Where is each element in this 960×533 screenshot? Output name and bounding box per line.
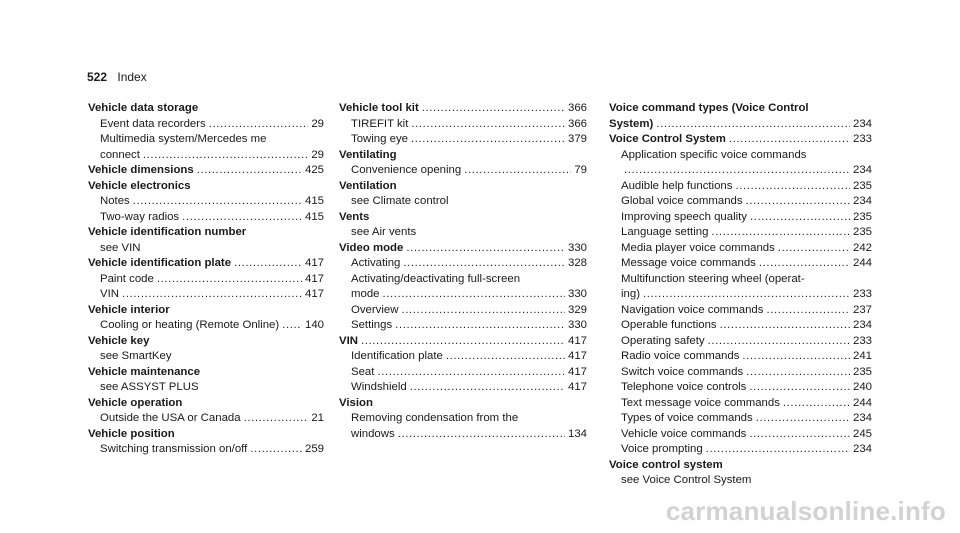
- index-subentry: [339, 303, 587, 319]
- dot-leader: [209, 117, 309, 133]
- index-subentry: [88, 148, 324, 164]
- entry-text: windows: [351, 427, 395, 440]
- page-reference: 234: [852, 117, 872, 130]
- entry-text: Vehicle interior: [88, 303, 170, 316]
- index-entry: [339, 179, 587, 210]
- index-subentry: [609, 318, 872, 334]
- index-subentry: [339, 117, 587, 133]
- entry-text: Video mode: [339, 241, 404, 254]
- dot-leader: [746, 365, 850, 381]
- dot-leader: [197, 163, 302, 179]
- index-subentry: [339, 349, 587, 365]
- index-subentry: [88, 287, 324, 303]
- dot-leader: [403, 256, 565, 272]
- index-heading: [339, 396, 587, 412]
- entry-text: Overview: [351, 303, 399, 316]
- page-reference: 241: [852, 350, 872, 362]
- entry-text: Windshield: [351, 381, 407, 393]
- entry-text: Ventilating: [339, 148, 397, 161]
- dot-leader: [398, 427, 565, 443]
- index-subentry: [609, 473, 872, 489]
- index-heading: [609, 117, 872, 133]
- page-reference: 234: [852, 443, 872, 455]
- index-subentry: [609, 256, 872, 272]
- index-entry: [88, 163, 324, 179]
- entry-text: Activating/deactivating full-screen: [351, 272, 521, 285]
- page-reference: 233: [852, 133, 872, 145]
- index-subentry: [609, 442, 872, 458]
- page-reference: 417: [567, 381, 587, 393]
- index-heading: [88, 256, 324, 272]
- page-reference: 240: [852, 381, 872, 393]
- entry-text: Cooling or heating (Remote Online): [100, 319, 280, 331]
- dot-leader: [411, 132, 565, 148]
- entry-text: Radio voice commands: [621, 350, 740, 362]
- watermark: carmanualsonline.info: [665, 496, 946, 526]
- index-heading: [339, 179, 587, 195]
- page-reference: 329: [567, 303, 587, 316]
- index-subentry: [339, 380, 587, 396]
- index-heading: [339, 101, 587, 117]
- index-entry: [88, 256, 324, 303]
- index-subentry: [609, 194, 872, 210]
- dot-leader: [250, 442, 302, 458]
- entry-text: Convenience opening: [351, 164, 462, 176]
- dot-leader: [383, 287, 565, 303]
- entry-text: Media player voice commands: [621, 241, 775, 254]
- entry-text: see Climate control: [351, 195, 449, 207]
- index-subentry: [88, 411, 324, 427]
- entry-text: System): [609, 117, 654, 130]
- index-subentry: [339, 365, 587, 381]
- index-entry: [339, 396, 587, 443]
- entry-text: VIN: [339, 334, 358, 347]
- index-heading: [88, 179, 324, 195]
- index-heading: [88, 101, 324, 117]
- index-subentry: [609, 225, 872, 241]
- dot-leader: [750, 210, 850, 226]
- dot-leader: [406, 241, 565, 257]
- entry-text: Switch voice commands: [621, 365, 744, 378]
- page-reference: 235: [852, 179, 872, 192]
- entry-text: Types of voice commands: [621, 412, 753, 424]
- entry-text: Voice Control System: [609, 133, 726, 145]
- dot-leader: [783, 396, 850, 412]
- page-reference: 235: [852, 226, 872, 238]
- index-heading: [88, 365, 324, 381]
- dot-leader: [422, 101, 565, 117]
- index-entry: [88, 303, 324, 334]
- index-subentry: [609, 334, 872, 350]
- dot-leader: [759, 256, 850, 272]
- page-reference: 259: [304, 443, 324, 455]
- entry-text: Vents: [339, 210, 370, 223]
- entry-text: Outside the USA or Canada: [100, 412, 241, 424]
- dot-leader: [742, 349, 850, 365]
- entry-text: see Voice Control System: [621, 474, 752, 486]
- entry-text: Audible help functions: [621, 179, 733, 192]
- index-heading: [609, 101, 872, 117]
- index-heading: [88, 163, 324, 179]
- page-reference: 21: [311, 412, 324, 424]
- index-entry: [609, 132, 872, 458]
- entry-text: Removing condensation from the: [351, 412, 519, 424]
- entry-text: Towing eye: [351, 133, 408, 145]
- index-entry: [88, 334, 324, 365]
- entry-text: mode: [351, 288, 380, 300]
- entry-text: Vehicle position: [88, 427, 175, 440]
- index-subentry: [339, 427, 587, 443]
- page-reference: 29: [311, 148, 324, 161]
- index-subentry: [88, 210, 324, 226]
- entry-text: see SmartKey: [100, 350, 172, 362]
- index-entry: [88, 396, 324, 427]
- dot-leader: [133, 194, 302, 210]
- page-reference: 417: [567, 334, 587, 347]
- entry-text: Improving speech quality: [621, 210, 747, 223]
- entry-text: Navigation voice commands: [621, 303, 764, 316]
- index-subentry: [609, 163, 872, 179]
- page-reference: 417: [304, 272, 324, 285]
- entry-text: Voice prompting: [621, 443, 703, 455]
- entry-text: Application specific voice commands: [621, 148, 807, 161]
- dot-leader: [778, 241, 850, 257]
- page-reference: 417: [304, 257, 324, 269]
- entry-text: Seat: [351, 365, 375, 378]
- entry-text: Vehicle voice commands: [621, 427, 747, 440]
- entry-text: Ventilation: [339, 179, 397, 192]
- entry-text: Telephone voice controls: [621, 381, 747, 393]
- index-subentry: [609, 287, 872, 303]
- index-entry: [609, 458, 872, 489]
- index-subentry: [609, 241, 872, 257]
- dot-leader: [410, 380, 565, 396]
- dot-leader: [643, 287, 850, 303]
- index-heading: [88, 334, 324, 350]
- index-subentry: [339, 411, 587, 427]
- index-entry: [88, 101, 324, 163]
- page-reference: 415: [304, 195, 324, 207]
- page-reference: 134: [567, 427, 587, 440]
- index-subentry: [88, 442, 324, 458]
- dot-leader: [749, 380, 850, 396]
- entry-text: Vision: [339, 396, 373, 409]
- index-subentry: [339, 272, 587, 288]
- dot-leader: [706, 442, 850, 458]
- page-reference: 233: [852, 334, 872, 347]
- entry-text: Vehicle tool kit: [339, 102, 419, 114]
- dot-leader: [395, 318, 565, 334]
- page-reference: 233: [852, 288, 872, 300]
- dot-leader: [464, 163, 571, 179]
- entry-text: Vehicle electronics: [88, 179, 191, 192]
- dot-leader: [624, 163, 850, 179]
- dot-leader: [756, 411, 850, 427]
- entry-text: Voice control system: [609, 458, 723, 471]
- page-reference: 417: [304, 288, 324, 300]
- page-reference: 29: [311, 117, 324, 130]
- index-heading: [88, 303, 324, 319]
- index-heading: [339, 241, 587, 257]
- entry-text: TIREFIT kit: [351, 117, 409, 130]
- page-reference: 245: [852, 427, 872, 440]
- section-title: Index: [117, 70, 147, 84]
- entry-text: Vehicle dimensions: [88, 164, 194, 176]
- entry-text: Vehicle operation: [88, 396, 183, 409]
- page-reference: 330: [567, 241, 587, 254]
- index-heading: [339, 334, 587, 350]
- index-heading: [88, 427, 324, 443]
- page-reference: 415: [304, 210, 324, 223]
- index-subentry: [88, 349, 324, 365]
- entry-text: VIN: [100, 288, 119, 300]
- dot-leader: [735, 179, 850, 195]
- index-subentry: [609, 396, 872, 412]
- index-heading: [609, 458, 872, 474]
- dot-leader: [282, 318, 302, 334]
- entry-text: see ASSYST PLUS: [100, 381, 199, 393]
- page-reference: 234: [852, 164, 872, 176]
- page-reference: 379: [567, 133, 587, 145]
- index-entry: [88, 365, 324, 396]
- index-subentry: [339, 194, 587, 210]
- page-reference: 244: [852, 396, 872, 409]
- dot-leader: [749, 427, 850, 443]
- entry-text: Multimedia system/Mercedes me: [100, 133, 267, 145]
- page-reference: 366: [567, 117, 587, 130]
- entry-text: Global voice commands: [621, 195, 743, 207]
- entry-text: Two-way radios: [100, 210, 180, 223]
- index-subentry: [339, 225, 587, 241]
- entry-text: Vehicle data storage: [88, 102, 199, 114]
- entry-text: Settings: [351, 319, 393, 331]
- dot-leader: [766, 303, 850, 319]
- dot-leader: [720, 318, 850, 334]
- entry-text: Message voice commands: [621, 257, 756, 269]
- page-reference: 328: [567, 257, 587, 269]
- entry-text: Switching transmission on/off: [100, 443, 248, 455]
- index-subentry: [88, 194, 324, 210]
- dot-leader: [377, 365, 565, 381]
- entry-text: Language setting: [621, 226, 709, 238]
- dot-leader: [411, 117, 565, 133]
- index-entry: [339, 210, 587, 241]
- page-reference: 234: [852, 412, 872, 424]
- index-subentry: [88, 380, 324, 396]
- index-heading: [339, 210, 587, 226]
- dot-leader: [182, 210, 302, 226]
- index-entry: [88, 427, 324, 458]
- index-heading: [609, 132, 872, 148]
- index-subentry: [609, 411, 872, 427]
- index-subentry: [609, 179, 872, 195]
- index-entry: [339, 334, 587, 396]
- index-heading: [339, 148, 587, 164]
- index-subentry: [88, 241, 324, 257]
- page-reference: 234: [852, 319, 872, 331]
- index-subentry: [609, 303, 872, 319]
- index-subentry: [88, 272, 324, 288]
- index-column-1: [88, 101, 324, 458]
- index-entry: [88, 179, 324, 226]
- dot-leader: [122, 287, 302, 303]
- dot-leader: [157, 272, 302, 288]
- index-subentry: [88, 117, 324, 133]
- index-column-2: [339, 101, 587, 442]
- page-reference: 244: [852, 257, 872, 269]
- index-subentry: [339, 256, 587, 272]
- page-reference: 417: [567, 350, 587, 362]
- dot-leader: [656, 117, 850, 133]
- dot-leader: [746, 194, 850, 210]
- index-subentry: [609, 365, 872, 381]
- entry-text: Operable functions: [621, 319, 717, 331]
- entry-text: Notes: [100, 195, 130, 207]
- page-reference: 237: [852, 303, 872, 316]
- page-reference: 366: [567, 102, 587, 114]
- index-subentry: [609, 380, 872, 396]
- page-reference: 235: [852, 365, 872, 378]
- index-subentry: [88, 318, 324, 334]
- entry-text: Event data recorders: [100, 117, 206, 130]
- entry-text: Text message voice commands: [621, 396, 780, 409]
- index-subentry: [609, 349, 872, 365]
- entry-text: ing): [621, 288, 640, 300]
- index-subentry: [609, 148, 872, 164]
- dot-leader: [708, 334, 850, 350]
- page-reference: 235: [852, 210, 872, 223]
- page-reference: 140: [304, 319, 324, 331]
- entry-text: Multifunction steering wheel (operat-: [621, 272, 805, 285]
- page-reference: 425: [304, 164, 324, 176]
- index-entry: [339, 101, 587, 148]
- page-header: [87, 70, 147, 84]
- dot-leader: [729, 132, 850, 148]
- index-entry: [339, 148, 587, 179]
- index-entry: [88, 225, 324, 256]
- index-heading: [88, 396, 324, 412]
- dot-leader: [361, 334, 565, 350]
- entry-text: see Air vents: [351, 226, 417, 238]
- entry-text: Vehicle identification plate: [88, 257, 232, 269]
- page-reference: 417: [567, 365, 587, 378]
- index-column-3: [609, 101, 872, 489]
- entry-text: Vehicle key: [88, 334, 150, 347]
- entry-text: Paint code: [100, 272, 154, 285]
- index-subentry: [609, 427, 872, 443]
- dot-leader: [143, 148, 308, 164]
- page-number: 522: [87, 70, 108, 84]
- dot-leader: [446, 349, 565, 365]
- dot-leader: [234, 256, 302, 272]
- page-reference: 234: [852, 195, 872, 207]
- dot-leader: [711, 225, 850, 241]
- entry-text: Activating: [351, 257, 401, 269]
- dot-leader: [401, 303, 565, 319]
- entry-text: see VIN: [100, 241, 141, 254]
- index-entry: [609, 101, 872, 132]
- index-subentry: [609, 210, 872, 226]
- entry-text: Operating safety: [621, 334, 705, 347]
- index-subentry: [339, 132, 587, 148]
- entry-text: Vehicle identification number: [88, 226, 247, 238]
- index-subentry: [339, 287, 587, 303]
- index-entry: [339, 241, 587, 334]
- index-subentry: [339, 163, 587, 179]
- index-subentry: [88, 132, 324, 148]
- dot-leader: [244, 411, 309, 427]
- entry-text: connect: [100, 148, 140, 161]
- index-heading: [88, 225, 324, 241]
- page-reference: 330: [567, 288, 587, 300]
- index-subentry: [339, 318, 587, 334]
- entry-text: Voice command types (Voice Control: [609, 102, 809, 114]
- index-subentry: [609, 272, 872, 288]
- page-reference: 242: [852, 241, 872, 254]
- entry-text: Identification plate: [351, 350, 443, 362]
- entry-text: Vehicle maintenance: [88, 365, 201, 378]
- page-reference: 79: [574, 164, 587, 176]
- page-reference: 330: [567, 319, 587, 331]
